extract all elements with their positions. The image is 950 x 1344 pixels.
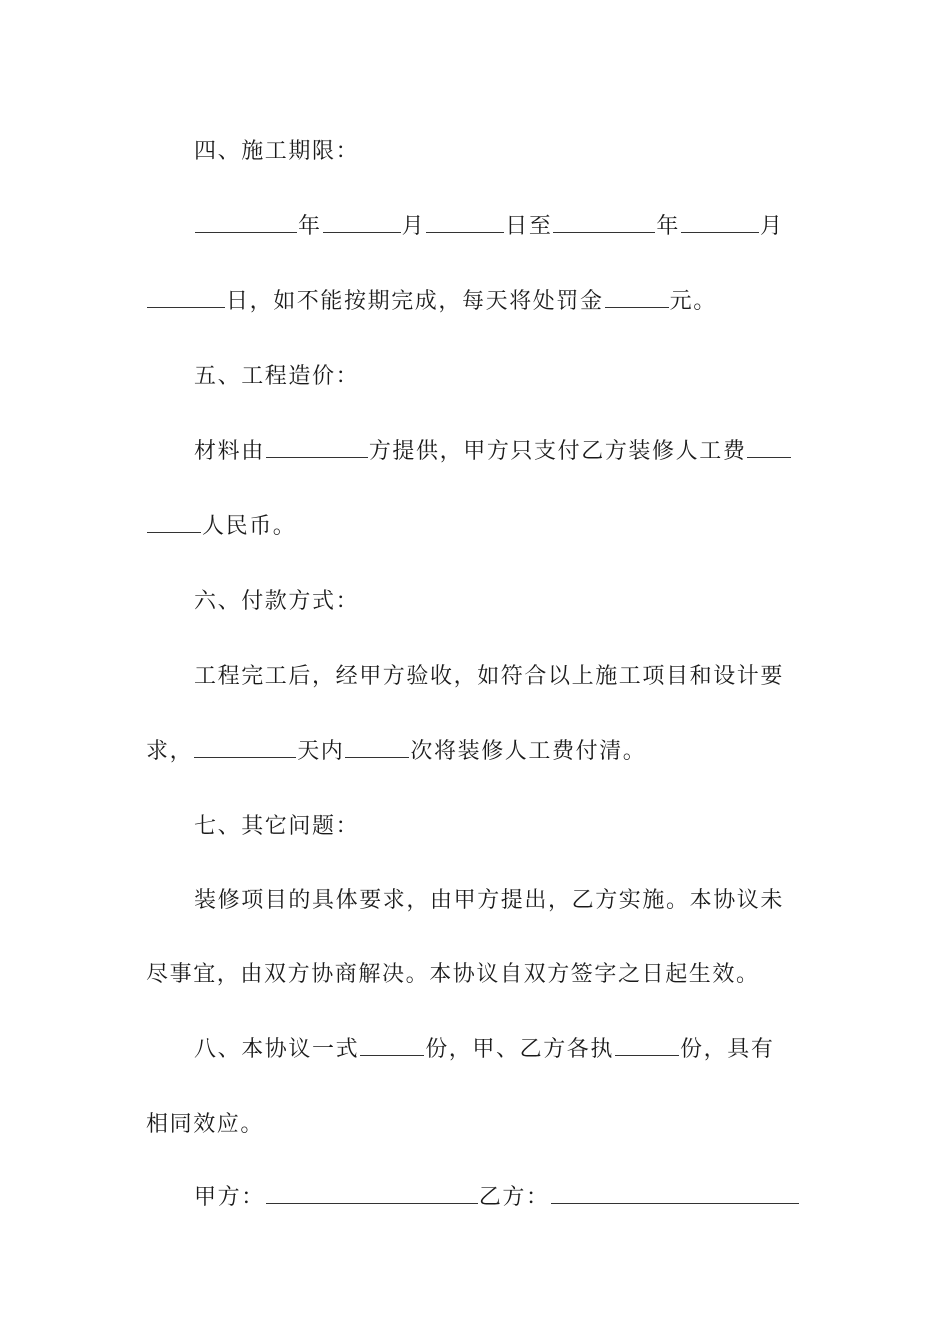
blank-field[interactable] [323, 212, 401, 233]
section-7-line-2 [146, 955, 806, 995]
text-fragment: 月 [401, 214, 426, 239]
text-fragment: 材料由 [194, 439, 265, 464]
section-6-heading [194, 582, 854, 622]
section-6-line-1 [194, 657, 854, 697]
party-b-signature-field[interactable] [551, 1183, 799, 1204]
text-fragment: 八、本协议一式 [194, 1037, 360, 1062]
text-fragment: 年 [656, 214, 681, 239]
section-5-line-1 [194, 432, 854, 472]
text-fragment: 元。 [669, 289, 717, 314]
section-8-line-2 [146, 1105, 806, 1145]
section-4-line-1 [194, 207, 854, 247]
text-fragment: 日，如不能按期完成，每天将处罚金 [226, 289, 604, 314]
text-fragment: 方提供，甲方只支付乙方装修人工费 [368, 439, 747, 464]
blank-field[interactable] [147, 287, 225, 308]
party-a-signature-field[interactable] [266, 1183, 478, 1204]
section-6-line-2 [146, 732, 806, 772]
blank-field[interactable] [360, 1035, 424, 1056]
party-a-label: 甲方： [194, 1185, 265, 1210]
text-fragment: 装修项目的具体要求，由甲方提出，乙方实施。本协议未 [194, 888, 785, 913]
blank-field[interactable] [553, 212, 655, 233]
blank-field[interactable] [605, 287, 669, 308]
blank-field[interactable] [194, 737, 296, 758]
text-fragment: 次将装修人工费付清。 [410, 739, 647, 764]
text-fragment: 相同效应。 [146, 1112, 265, 1137]
section-4-heading [194, 132, 854, 172]
blank-field[interactable] [345, 737, 409, 758]
text-fragment: 月 [760, 214, 784, 239]
section-7-line-1 [194, 881, 854, 921]
text-fragment: 工程完工后，经甲方验收，如符合以上施工项目和设计要 [194, 664, 785, 689]
blank-field[interactable] [615, 1035, 679, 1056]
section-4-line-2 [146, 282, 806, 322]
blank-field[interactable] [681, 212, 759, 233]
blank-field[interactable] [266, 437, 368, 458]
section-6-heading-text: 六、付款方式： [194, 589, 360, 614]
text-fragment: 求， [146, 739, 194, 764]
blank-field[interactable] [426, 212, 504, 233]
text-fragment: 日至 [505, 214, 553, 239]
text-fragment: 天内 [297, 739, 345, 764]
section-7-heading-text: 七、其它问题： [194, 814, 360, 839]
party-b-label: 乙方： [478, 1185, 550, 1210]
section-4-heading-text: 四、施工期限： [194, 139, 360, 164]
blank-field[interactable] [195, 212, 297, 233]
section-5-heading [194, 357, 854, 397]
text-fragment: 份，甲、乙方各执 [425, 1037, 615, 1062]
text-fragment: 年 [298, 214, 322, 239]
section-7-heading [194, 807, 854, 847]
text-fragment: 份，具有 [680, 1037, 775, 1062]
signature-line [194, 1178, 854, 1218]
text-fragment: 尽事宜，由双方协商解决。本协议自双方签字之日起生效。 [146, 962, 760, 987]
section-5-line-2 [146, 507, 806, 547]
section-5-heading-text: 五、工程造价： [194, 364, 360, 389]
blank-field[interactable] [747, 437, 791, 458]
blank-field[interactable] [147, 512, 201, 533]
text-fragment: 人民币。 [202, 514, 297, 539]
section-8-line-1 [194, 1030, 854, 1070]
